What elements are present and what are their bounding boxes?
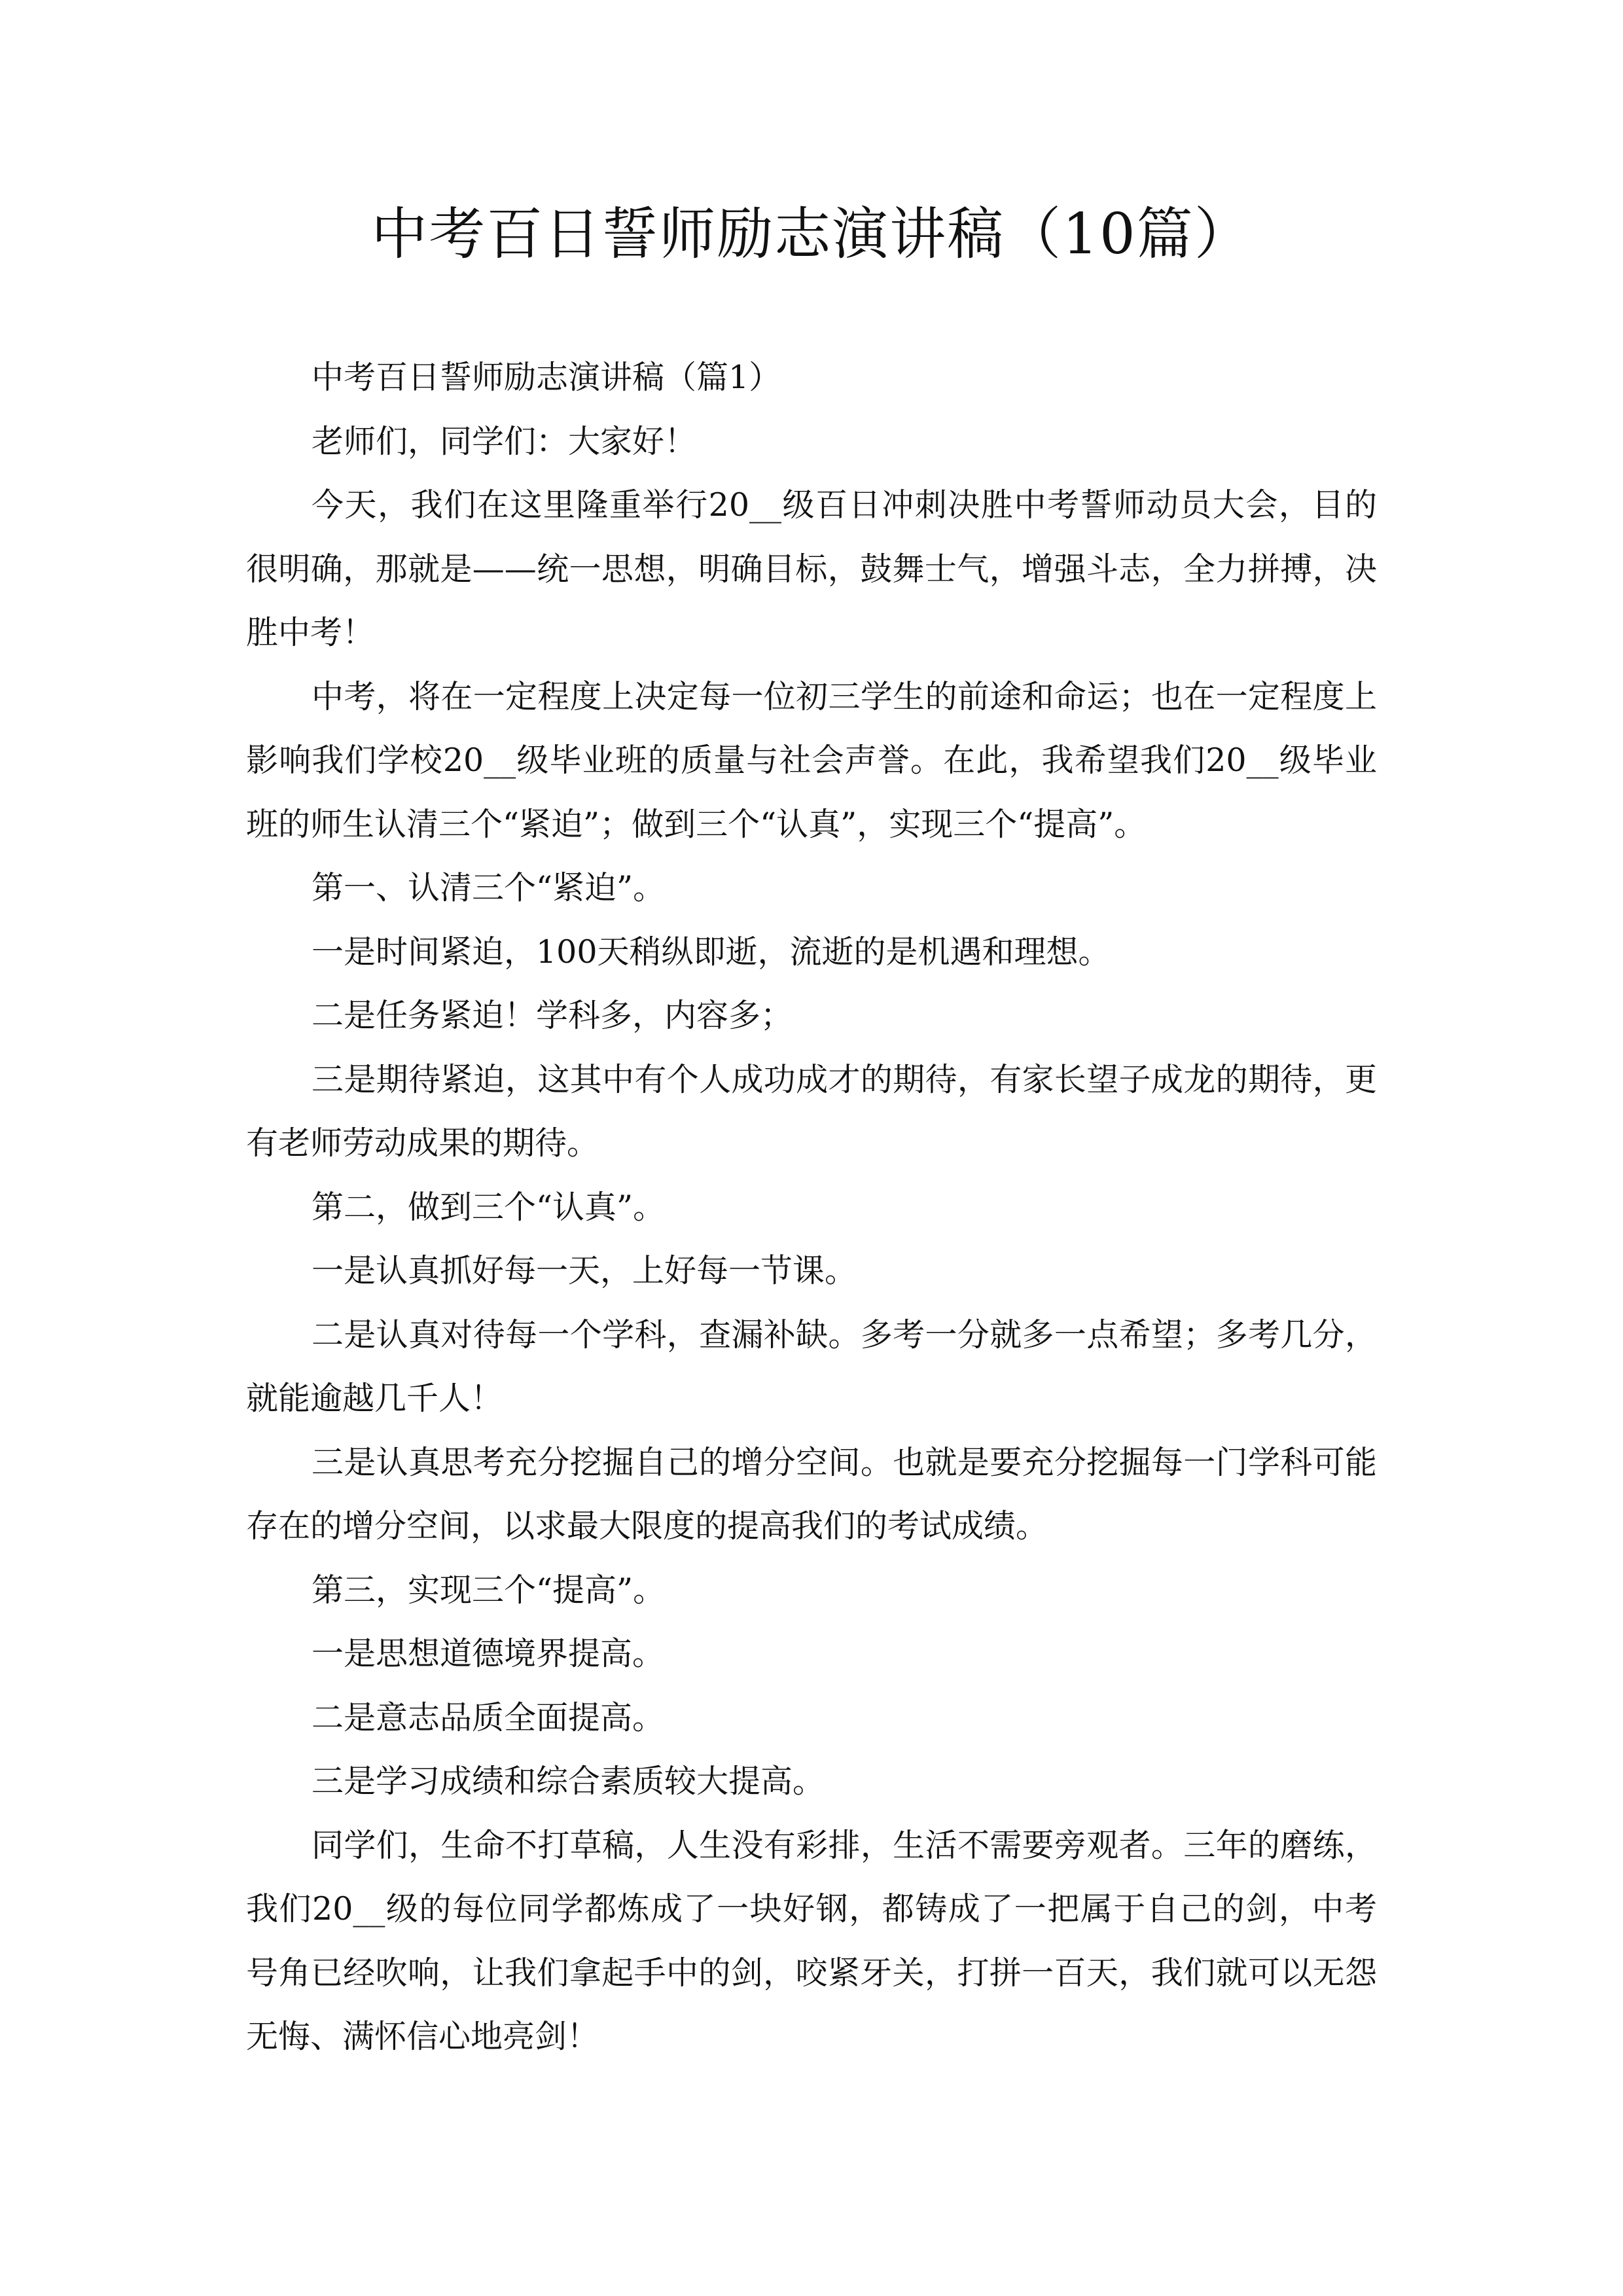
text-line: 一是思想道德境界提高。 (312, 1635, 665, 1672)
text-line: 就能逾越几千人！ (246, 1380, 503, 1417)
text-line: 二是任务紧迫！学科多，内容多； (312, 997, 793, 1034)
text-line: 一是时间紧迫，100天稍纵即逝，流逝的是机遇和理想。 (312, 933, 1111, 971)
text-line: 三是认真思考充分挖掘自己的增分空间。也就是要充分挖掘每一门学科可能 (312, 1443, 1377, 1481)
text-line: 第一、认清三个“紧迫”。 (312, 869, 666, 906)
text-line: 我们20__级的每位同学都炼成了一块好钢，都铸成了一把属于自己的剑，中考 (246, 1890, 1377, 1928)
text-line: 第二，做到三个“认真”。 (312, 1188, 666, 1226)
text-line: 二是意志品质全面提高。 (312, 1698, 665, 1736)
text-line: 二是认真对待每一个学科，查漏补缺。多考一分就多一点希望；多考几分， (312, 1316, 1377, 1354)
text-line: 今天，我们在这里隆重举行20__级百日冲刺决胜中考誓师动员大会，目的 (312, 486, 1377, 524)
text-line: 很明确，那就是——统一思想，明确目标，鼓舞士气，增强斗志，全力拼搏，决 (246, 550, 1377, 588)
text-line: 一是认真抓好每一天，上好每一节课。 (312, 1252, 857, 1289)
text-line: 号角已经吹响，让我们拿起手中的剑，咬紧牙关，打拼一百天，我们就可以无怨 (246, 1954, 1377, 1992)
text-line: 三是学习成绩和综合素质较大提高。 (312, 1763, 825, 1800)
text-line: 存在的增分空间，以求最大限度的提高我们的考试成绩。 (246, 1507, 1048, 1545)
text-line: 中考，将在一定程度上决定每一位初三学生的前途和命运；也在一定程度上 (312, 677, 1377, 715)
text-line: 第三，实现三个“提高”。 (312, 1571, 666, 1609)
text-line: 班的师生认清三个“紧迫”；做到三个“认真”，实现三个“提高”。 (246, 805, 1147, 843)
text-line: 有老师劳动成果的期待。 (246, 1124, 599, 1162)
text-line: 三是期待紧迫，这其中有个人成功成才的期待，有家长望子成龙的期待，更 (312, 1060, 1377, 1098)
text-line: 老师们，同学们：大家好！ (312, 422, 697, 460)
text-line: 同学们，生命不打草稿，人生没有彩排，生活不需要旁观者。三年的磨练， (312, 1826, 1377, 1864)
text-line: 中考百日誓师励志演讲稿（篇1） (312, 359, 781, 396)
text-line: 影响我们学校20__级毕业班的质量与社会声誉。在此，我希望我们20__级毕业 (246, 742, 1377, 779)
text-line: 胜中考！ (246, 614, 375, 651)
document-title: 中考百日誓师励志演讲稿（10篇） (371, 202, 1252, 267)
text-line: 无悔、满怀信心地亮剑！ (246, 2018, 599, 2055)
